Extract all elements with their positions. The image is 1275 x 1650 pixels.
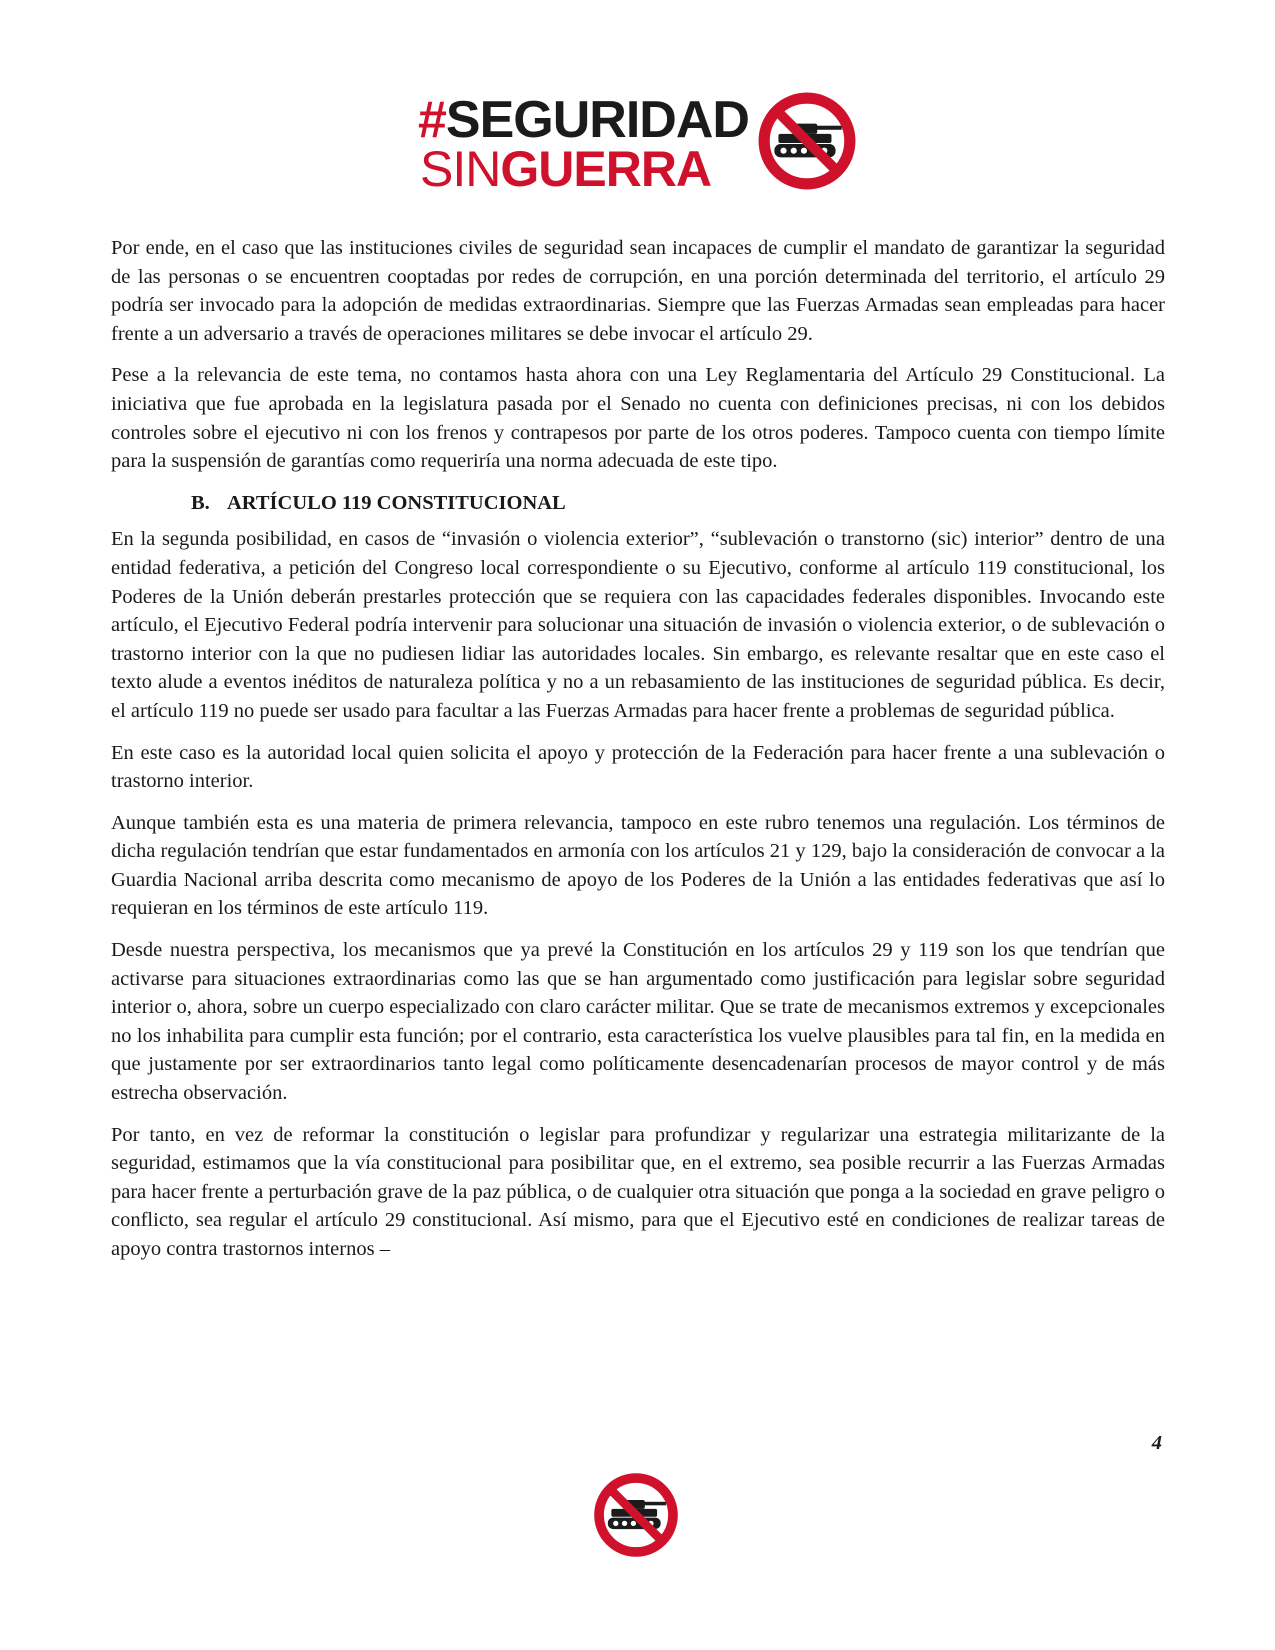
logo-line-1: [418, 91, 749, 149]
footer-no-tank-icon: [592, 1471, 680, 1559]
logo-hash: #: [418, 91, 446, 149]
page-number: 4: [1151, 1432, 1162, 1454]
document-body: [111, 234, 1165, 1277]
paragraph-5: Aunque también esta es una materia de primera relevancia, tampoco en este rubro tenemos una regulación. Los términos de dicha regulación tendrían que estar fundamentados en armonía con los artículos 21 y 129, bajo la consideración de convocar a la Guardia Nacional arriba descrita como mecanismo de apoyo de los Poderes de la Unión a las entidades federativas que así lo requieran en los términos de este artículo 119.: [111, 811, 1165, 920]
paragraph-2: Pese a la relevancia de este tema, no contamos hasta ahora con una Ley Reglamentaria del Artículo 29 Constitucional. La iniciativa que fue aprobada en la legislatura pasada por el Senado no cuenta con definiciones precisas, ni con los debidos controles sobre el ejecutivo ni con los frenos y contrapesos por parte de los otros poderes. Tampoco cuenta con tiempo límite para la suspensión de garantías como requeriría una norma adecuada de este tipo.: [111, 364, 1165, 473]
logo-line-2: [420, 141, 712, 197]
section-heading-number: B.: [191, 491, 210, 514]
paragraph-1: Por ende, en el caso que las instituciones civiles de seguridad sean incapaces de cumplir el mandato de garantizar la seguridad de las personas o se encuentren cooptadas por redes de corrupción, en una porción determinada del territorio, el artículo 29 podría ser invocado para la adopción de medidas extraordinarias. Siempre que las Fuerzas Armadas sean empleadas para hacer frente a un adversario a través de operaciones militares se debe invocar el artículo 29.: [111, 237, 1165, 345]
logo-word-seguridad: SEGURIDAD: [445, 91, 749, 149]
logo-word-guerra: GUERRA: [500, 141, 712, 197]
section-heading-b: [111, 489, 1165, 518]
paragraph-4: En este caso es la autoridad local quien solicita el apoyo y protección de la Federación para hacer frente a una sublevación o trastorno interior.: [111, 741, 1165, 793]
paragraph-6: Desde nuestra perspectiva, los mecanismos que ya prevé la Constitución en los artículos 29 y 119 son los que tendrían que activarse para situaciones extraordinarias como las que se han argumentado como justificación para legislar sobre seguridad interior o, ahora, sobre un cuerpo especializado con claro carácter militar. Que se trate de mecanismos extremos y excepcionales no los inhabilita para cumplir esta función; por el contrario, esta característica los vuelve plausibles para tal fin, en la medida en que justamente por ser extraordinarios tanto legal como políticamente desencadenarían procesos de mayor control y de más estrecha observación.: [111, 939, 1165, 1105]
section-heading-text: ARTÍCULO 119 CONSTITUCIONAL: [227, 491, 566, 514]
paragraph-3: En la segunda posibilidad, en casos de “invasión o violencia exterior”, “sublevación o transtorno (sic) interior” dentro de una entidad federativa, a petición del Congreso local correspondiente o su Ejecutivo, conforme al artículo 119 constitucional, los Poderes de la Unión deberán prestarles protección que se requiera con las capacidades federales disponibles. Invocando este artículo, el Ejecutivo Federal podría intervenir para solucionar una situación de invasión o violencia exterior, o de sublevación o trastorno interior con la que no pudiesen lidiar las autoridades locales. Sin embargo, es relevante resaltar que en este caso el texto alude a eventos inéditos de naturaleza política y no a un rebasamiento de las instituciones de seguridad pública. Es decir, el artículo 119 no puede ser usado para facultar a las Fuerzas Armadas para hacer frente a problemas de seguridad pública.: [111, 528, 1165, 722]
no-tank-icon: [756, 90, 858, 192]
paragraph-7: Por tanto, en vez de reformar la constitución o legislar para profundizar y regularizar una estrategia militarizante de la seguridad, estimamos que la vía constitucional para posibilitar que, en el extremo, sea posible recurrir a las Fuerzas Armadas para hacer frente a perturbación grave de la paz pública, o de cualquier otra situación que ponga a la sociedad en grave peligro o conflicto, sea regular el artículo 29 constitucional. Así mismo, para que el Ejecutivo esté en condiciones de realizar tareas de apoyo contra trastornos internos –: [111, 1123, 1165, 1260]
header-logo: [418, 92, 858, 200]
logo-word-sin: SIN: [420, 141, 501, 197]
